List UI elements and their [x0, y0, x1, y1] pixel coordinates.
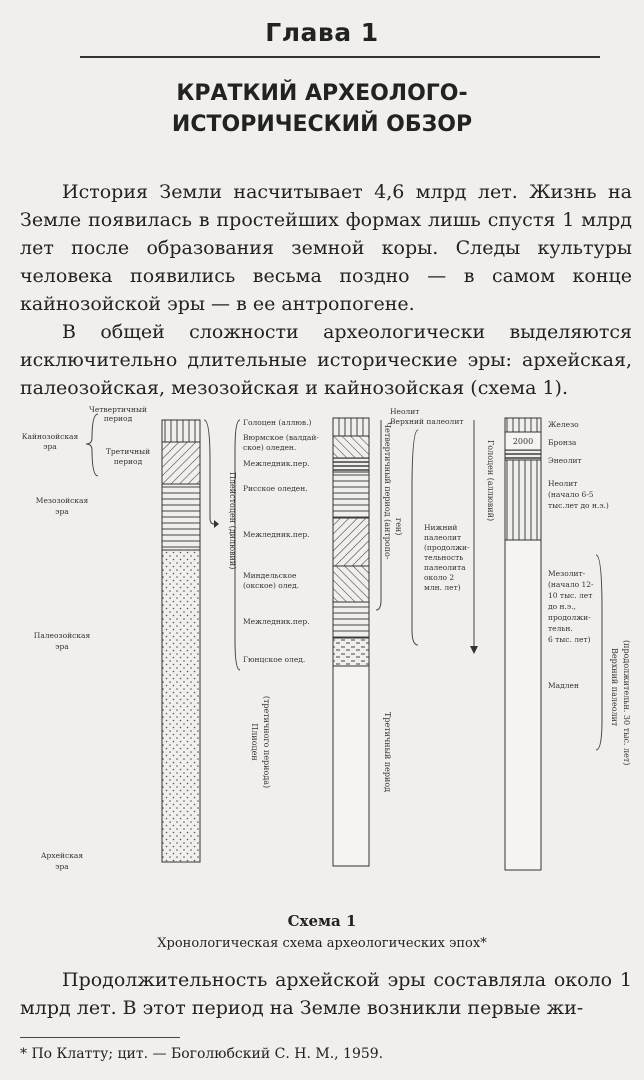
- label-wurm-2: ское) оледен.: [243, 443, 297, 452]
- label-quaternary-vertical-1: Четвертичный период (антропо-: [383, 422, 392, 560]
- label-quaternary-2: период: [103, 414, 133, 423]
- chapter-rule: [80, 56, 600, 58]
- outro-text: [20, 966, 632, 1022]
- title-line-1: КРАТКИЙ АРХЕОЛОГО-: [176, 81, 468, 106]
- intro-paragraph-1: История Земли насчитывает 4,6 млрд лет. Жизнь на Земле появилась в простейших формах лишь спустя 1 млрд лет после образования земной коры. Следы культуры человека появились весьма поздно — в самом конце кайнозойской эры — в ее антропогене.: [20, 181, 632, 315]
- label-iron: Железо: [548, 420, 579, 429]
- intro-paragraph-2: В общей сложности археологически выделяются исключительно длительные исторические эры: архейская, палеозойская, мезозойская и кайнозойская (схема 1).: [20, 321, 632, 399]
- label-mindel-1: Миндельское: [243, 571, 297, 580]
- label-cenozoic-2: эра: [43, 442, 57, 451]
- chronology-diagram: [0, 400, 644, 905]
- label-lower-paleolithic-5: палеолита: [424, 563, 466, 572]
- label-holocene: Голоцен (аллюв.): [243, 418, 312, 427]
- glaciation-column-bar: [333, 418, 369, 866]
- label-eneolithic: Энеолит: [548, 456, 582, 465]
- label-paleozoic-2: эра: [55, 642, 69, 651]
- label-mesolithic-1: Мезолит-: [548, 569, 586, 578]
- footnote: * По Клатту; цит. — Боголюбский С. Н. М., 1959.: [20, 1046, 384, 1062]
- label-neolithic: Неолит: [390, 407, 420, 416]
- label-pleistocene: Плейстоцен (дилювий): [228, 472, 237, 570]
- label-mesolithic-4: до н.э.,: [548, 602, 576, 611]
- label-lower-paleolithic-4: тельность: [424, 553, 464, 562]
- glaciation-labels: [243, 418, 319, 664]
- label-interglacial-2: Межледник.пер.: [243, 530, 310, 539]
- quaternary-connector: [376, 420, 381, 610]
- pleistocene-connector: [204, 420, 214, 524]
- label-wurm-1: Вюрмское (валдай-: [243, 433, 319, 442]
- label-mesozoic-1: Мезозойская: [35, 496, 89, 505]
- holocene-arrow: [470, 646, 478, 654]
- footnote-rule: [20, 1037, 180, 1038]
- outro-paragraph-1: Продолжительность архейской эры составляла около 1 млрд лет. В этот период на Земле возникли первые жи-: [20, 969, 632, 1019]
- diagram-caption-label: Схема 1: [287, 912, 357, 930]
- upper-paleolithic-bracket: [596, 555, 602, 750]
- era-column-bar: [162, 420, 200, 862]
- label-lower-paleolithic-3: (продолжи-: [424, 543, 470, 552]
- label-quaternary-vertical-2: ген): [394, 518, 403, 536]
- label-tertiary-2: период: [113, 457, 143, 466]
- label-interglacial-3: Межледник.пер.: [243, 617, 310, 626]
- label-mesolithic-3: 10 тыс. лет: [548, 591, 593, 600]
- label-upper-paleolithic-vertical-1: Верхний палеолит: [610, 648, 619, 727]
- label-neolithic-4-3: тыс.лет до н.э.): [548, 501, 609, 510]
- label-bronze: Бронза: [548, 438, 577, 447]
- label-holocene-vertical: Голоцен (аллювий): [486, 440, 495, 522]
- label-quaternary-1: Четвертичный: [89, 405, 147, 414]
- label-mesolithic-6: тельн.: [548, 624, 573, 633]
- label-neolithic-4-1: Неолит: [548, 479, 578, 488]
- label-gunz: Гюнцское олед.: [243, 655, 306, 664]
- paleolithic-bracket: [412, 430, 418, 645]
- label-upper-paleolithic-vertical-2: (продолжительн. 30 тыс. лет): [622, 640, 631, 766]
- label-interglacial-1: Межледник.пер.: [243, 459, 310, 468]
- label-mesolithic-5: продолжи-: [548, 613, 591, 622]
- label-mindel-2: (окское) олед.: [243, 581, 300, 590]
- title-line-2: ИСТОРИЧЕСКИЙ ОБЗОР: [171, 112, 473, 137]
- diagram-caption-text: Хронологическая схема археологических эпох*: [157, 936, 487, 951]
- label-mesolithic-2: (начало 12-: [548, 580, 594, 589]
- recent-column-bar: [505, 418, 541, 870]
- label-archean-2: эра: [55, 862, 69, 871]
- label-paleozoic-1: Палеозойская: [33, 631, 91, 640]
- cenozoic-bracket: [86, 414, 98, 476]
- label-tertiary-1: Третичный: [105, 447, 151, 456]
- label-pliocene-1: Плиоцен: [250, 723, 259, 761]
- era-column-labels: [22, 405, 150, 871]
- recent-labels: [548, 420, 609, 690]
- label-lower-paleolithic-7: млн. лет): [424, 583, 461, 592]
- label-tertiary-vertical: Третичный период: [383, 712, 392, 793]
- paleolithic-labels: [390, 407, 470, 592]
- label-neolithic-4-2: (начало 6-5: [548, 490, 594, 499]
- chapter-heading: Глава 1: [265, 18, 379, 47]
- label-riss: Рисское оледен.: [243, 484, 308, 493]
- label-mesolithic-7: 6 тыс. лет): [548, 635, 591, 644]
- label-lower-paleolithic-6: около 2: [424, 573, 455, 582]
- label-archean-1: Архейская: [40, 851, 84, 860]
- label-pliocene-2: (третичного периода): [262, 695, 271, 789]
- label-lower-paleolithic-2: палеолит: [424, 533, 462, 542]
- pleistocene-arrow: [214, 520, 219, 528]
- section-title: [0, 78, 644, 140]
- label-cenozoic-1: Кайнозойская: [21, 432, 79, 441]
- intro-text: [20, 178, 632, 402]
- label-mesozoic-2: эра: [55, 507, 69, 516]
- label-magdalenian: Мадлен: [548, 681, 579, 690]
- label-year-2000: 2000: [512, 437, 534, 446]
- label-upper-paleolithic: Верхний палеолит: [390, 417, 464, 426]
- label-lower-paleolithic-1: Нижний: [424, 523, 458, 532]
